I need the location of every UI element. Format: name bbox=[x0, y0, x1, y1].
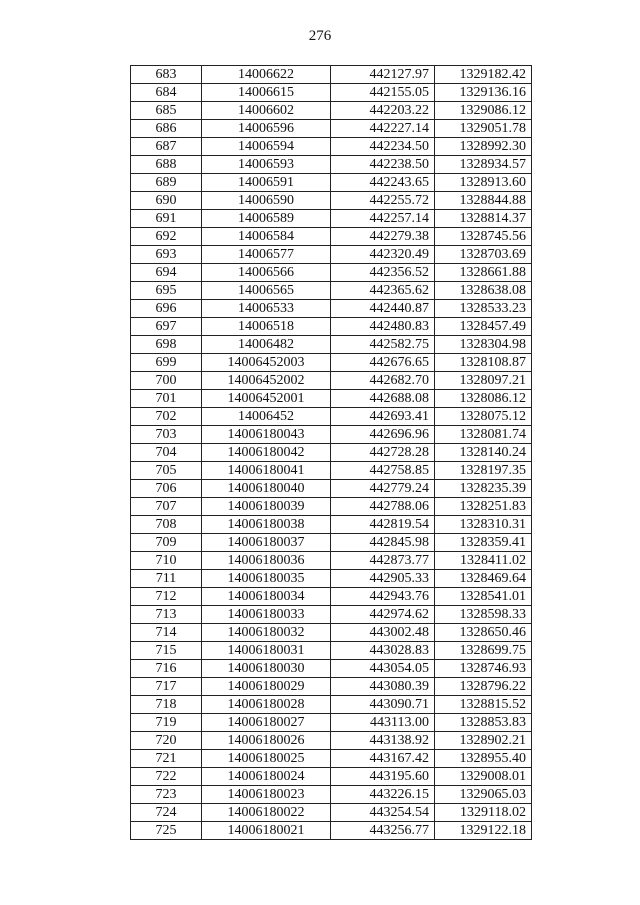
x-coordinate-cell: 442788.06 bbox=[331, 498, 435, 516]
point-id-cell: 14006482 bbox=[202, 336, 331, 354]
y-coordinate-cell: 1328086.12 bbox=[435, 390, 532, 408]
table-row bbox=[131, 120, 532, 138]
point-id-cell: 14006590 bbox=[202, 192, 331, 210]
point-number-cell: 689 bbox=[131, 174, 202, 192]
table-row bbox=[131, 372, 532, 390]
x-coordinate-cell: 443138.92 bbox=[331, 732, 435, 750]
table-row bbox=[131, 588, 532, 606]
x-coordinate-cell: 443113.00 bbox=[331, 714, 435, 732]
y-coordinate-cell: 1328661.88 bbox=[435, 264, 532, 282]
x-coordinate-cell: 442819.54 bbox=[331, 516, 435, 534]
point-id-cell: 14006180027 bbox=[202, 714, 331, 732]
point-id-cell: 14006180041 bbox=[202, 462, 331, 480]
x-coordinate-cell: 442696.96 bbox=[331, 426, 435, 444]
point-id-cell: 14006180023 bbox=[202, 786, 331, 804]
y-coordinate-cell: 1328457.49 bbox=[435, 318, 532, 336]
point-id-cell: 14006452 bbox=[202, 408, 331, 426]
table-row bbox=[131, 246, 532, 264]
point-id-cell: 14006180035 bbox=[202, 570, 331, 588]
point-number-cell: 690 bbox=[131, 192, 202, 210]
table-row bbox=[131, 156, 532, 174]
y-coordinate-cell: 1329008.01 bbox=[435, 768, 532, 786]
table-row bbox=[131, 264, 532, 282]
point-id-cell: 14006565 bbox=[202, 282, 331, 300]
x-coordinate-cell: 442243.65 bbox=[331, 174, 435, 192]
point-number-cell: 707 bbox=[131, 498, 202, 516]
table-row bbox=[131, 408, 532, 426]
y-coordinate-cell: 1328533.23 bbox=[435, 300, 532, 318]
y-coordinate-cell: 1328650.46 bbox=[435, 624, 532, 642]
point-id-cell: 14006180033 bbox=[202, 606, 331, 624]
point-number-cell: 722 bbox=[131, 768, 202, 786]
x-coordinate-cell: 442365.62 bbox=[331, 282, 435, 300]
table-row bbox=[131, 138, 532, 156]
point-number-cell: 693 bbox=[131, 246, 202, 264]
table-row bbox=[131, 714, 532, 732]
table-row bbox=[131, 192, 532, 210]
point-number-cell: 718 bbox=[131, 696, 202, 714]
y-coordinate-cell: 1329065.03 bbox=[435, 786, 532, 804]
point-id-cell: 14006180030 bbox=[202, 660, 331, 678]
y-coordinate-cell: 1329086.12 bbox=[435, 102, 532, 120]
x-coordinate-cell: 442356.52 bbox=[331, 264, 435, 282]
table-row bbox=[131, 462, 532, 480]
point-id-cell: 14006593 bbox=[202, 156, 331, 174]
x-coordinate-cell: 443254.54 bbox=[331, 804, 435, 822]
y-coordinate-cell: 1329136.16 bbox=[435, 84, 532, 102]
x-coordinate-cell: 442279.38 bbox=[331, 228, 435, 246]
point-id-cell: 14006622 bbox=[202, 66, 331, 84]
table-row bbox=[131, 210, 532, 228]
x-coordinate-cell: 442688.08 bbox=[331, 390, 435, 408]
table-row bbox=[131, 66, 532, 84]
x-coordinate-cell: 442257.14 bbox=[331, 210, 435, 228]
point-number-cell: 715 bbox=[131, 642, 202, 660]
point-number-cell: 711 bbox=[131, 570, 202, 588]
y-coordinate-cell: 1328251.83 bbox=[435, 498, 532, 516]
table-row bbox=[131, 642, 532, 660]
y-coordinate-cell: 1328411.02 bbox=[435, 552, 532, 570]
x-coordinate-cell: 442203.22 bbox=[331, 102, 435, 120]
point-number-cell: 725 bbox=[131, 822, 202, 840]
table-row bbox=[131, 300, 532, 318]
x-coordinate-cell: 442676.65 bbox=[331, 354, 435, 372]
x-coordinate-cell: 442255.72 bbox=[331, 192, 435, 210]
x-coordinate-cell: 443028.83 bbox=[331, 642, 435, 660]
table-row bbox=[131, 624, 532, 642]
table-row bbox=[131, 318, 532, 336]
x-coordinate-cell: 442234.50 bbox=[331, 138, 435, 156]
y-coordinate-cell: 1328598.33 bbox=[435, 606, 532, 624]
y-coordinate-cell: 1328359.41 bbox=[435, 534, 532, 552]
y-coordinate-cell: 1329051.78 bbox=[435, 120, 532, 138]
point-id-cell: 14006566 bbox=[202, 264, 331, 282]
table-row bbox=[131, 102, 532, 120]
point-id-cell: 14006180032 bbox=[202, 624, 331, 642]
y-coordinate-cell: 1328699.75 bbox=[435, 642, 532, 660]
point-id-cell: 14006180038 bbox=[202, 516, 331, 534]
point-number-cell: 683 bbox=[131, 66, 202, 84]
point-id-cell: 14006180024 bbox=[202, 768, 331, 786]
point-id-cell: 14006180022 bbox=[202, 804, 331, 822]
y-coordinate-cell: 1328197.35 bbox=[435, 462, 532, 480]
table-row bbox=[131, 606, 532, 624]
x-coordinate-cell: 442238.50 bbox=[331, 156, 435, 174]
point-id-cell: 14006180037 bbox=[202, 534, 331, 552]
y-coordinate-cell: 1328853.83 bbox=[435, 714, 532, 732]
x-coordinate-cell: 442440.87 bbox=[331, 300, 435, 318]
x-coordinate-cell: 442127.97 bbox=[331, 66, 435, 84]
x-coordinate-cell: 442682.70 bbox=[331, 372, 435, 390]
point-id-cell: 14006533 bbox=[202, 300, 331, 318]
x-coordinate-cell: 443054.05 bbox=[331, 660, 435, 678]
point-id-cell: 14006589 bbox=[202, 210, 331, 228]
point-number-cell: 685 bbox=[131, 102, 202, 120]
x-coordinate-cell: 442320.49 bbox=[331, 246, 435, 264]
table-row bbox=[131, 768, 532, 786]
table-row bbox=[131, 444, 532, 462]
point-number-cell: 701 bbox=[131, 390, 202, 408]
point-number-cell: 697 bbox=[131, 318, 202, 336]
y-coordinate-cell: 1328140.24 bbox=[435, 444, 532, 462]
point-number-cell: 721 bbox=[131, 750, 202, 768]
y-coordinate-cell: 1328108.87 bbox=[435, 354, 532, 372]
point-id-cell: 14006584 bbox=[202, 228, 331, 246]
point-id-cell: 14006591 bbox=[202, 174, 331, 192]
point-number-cell: 713 bbox=[131, 606, 202, 624]
table-row bbox=[131, 660, 532, 678]
point-id-cell: 14006577 bbox=[202, 246, 331, 264]
table-row bbox=[131, 552, 532, 570]
y-coordinate-cell: 1328081.74 bbox=[435, 426, 532, 444]
table-row bbox=[131, 336, 532, 354]
coordinates-table bbox=[130, 65, 532, 840]
y-coordinate-cell: 1329122.18 bbox=[435, 822, 532, 840]
x-coordinate-cell: 442905.33 bbox=[331, 570, 435, 588]
point-number-cell: 706 bbox=[131, 480, 202, 498]
table-row bbox=[131, 696, 532, 714]
x-coordinate-cell: 442480.83 bbox=[331, 318, 435, 336]
point-number-cell: 688 bbox=[131, 156, 202, 174]
x-coordinate-cell: 443090.71 bbox=[331, 696, 435, 714]
y-coordinate-cell: 1328934.57 bbox=[435, 156, 532, 174]
table-row bbox=[131, 750, 532, 768]
table-row bbox=[131, 282, 532, 300]
point-id-cell: 14006594 bbox=[202, 138, 331, 156]
y-coordinate-cell: 1329182.42 bbox=[435, 66, 532, 84]
table-row bbox=[131, 354, 532, 372]
point-number-cell: 702 bbox=[131, 408, 202, 426]
y-coordinate-cell: 1328235.39 bbox=[435, 480, 532, 498]
y-coordinate-cell: 1328638.08 bbox=[435, 282, 532, 300]
point-number-cell: 720 bbox=[131, 732, 202, 750]
x-coordinate-cell: 442943.76 bbox=[331, 588, 435, 606]
x-coordinate-cell: 442728.28 bbox=[331, 444, 435, 462]
x-coordinate-cell: 442227.14 bbox=[331, 120, 435, 138]
point-number-cell: 716 bbox=[131, 660, 202, 678]
y-coordinate-cell: 1329118.02 bbox=[435, 804, 532, 822]
y-coordinate-cell: 1328844.88 bbox=[435, 192, 532, 210]
coordinates-table-body bbox=[131, 66, 532, 840]
point-id-cell: 14006180025 bbox=[202, 750, 331, 768]
point-number-cell: 710 bbox=[131, 552, 202, 570]
table-row bbox=[131, 678, 532, 696]
point-id-cell: 14006180021 bbox=[202, 822, 331, 840]
point-id-cell: 14006180039 bbox=[202, 498, 331, 516]
y-coordinate-cell: 1328913.60 bbox=[435, 174, 532, 192]
x-coordinate-cell: 442582.75 bbox=[331, 336, 435, 354]
point-id-cell: 14006180031 bbox=[202, 642, 331, 660]
table-row bbox=[131, 804, 532, 822]
point-number-cell: 717 bbox=[131, 678, 202, 696]
point-number-cell: 686 bbox=[131, 120, 202, 138]
table-row bbox=[131, 516, 532, 534]
x-coordinate-cell: 443002.48 bbox=[331, 624, 435, 642]
table-row bbox=[131, 228, 532, 246]
point-id-cell: 14006180028 bbox=[202, 696, 331, 714]
x-coordinate-cell: 443080.39 bbox=[331, 678, 435, 696]
table-row bbox=[131, 498, 532, 516]
y-coordinate-cell: 1328745.56 bbox=[435, 228, 532, 246]
point-number-cell: 705 bbox=[131, 462, 202, 480]
table-row bbox=[131, 480, 532, 498]
x-coordinate-cell: 443167.42 bbox=[331, 750, 435, 768]
x-coordinate-cell: 443256.77 bbox=[331, 822, 435, 840]
point-number-cell: 687 bbox=[131, 138, 202, 156]
point-id-cell: 14006180034 bbox=[202, 588, 331, 606]
point-id-cell: 14006452003 bbox=[202, 354, 331, 372]
point-number-cell: 714 bbox=[131, 624, 202, 642]
table-row bbox=[131, 570, 532, 588]
x-coordinate-cell: 443195.60 bbox=[331, 768, 435, 786]
y-coordinate-cell: 1328304.98 bbox=[435, 336, 532, 354]
y-coordinate-cell: 1328992.30 bbox=[435, 138, 532, 156]
y-coordinate-cell: 1328469.64 bbox=[435, 570, 532, 588]
x-coordinate-cell: 442155.05 bbox=[331, 84, 435, 102]
table-row bbox=[131, 534, 532, 552]
y-coordinate-cell: 1328310.31 bbox=[435, 516, 532, 534]
point-number-cell: 712 bbox=[131, 588, 202, 606]
table-row bbox=[131, 426, 532, 444]
point-id-cell: 14006602 bbox=[202, 102, 331, 120]
point-number-cell: 691 bbox=[131, 210, 202, 228]
point-number-cell: 684 bbox=[131, 84, 202, 102]
point-number-cell: 699 bbox=[131, 354, 202, 372]
y-coordinate-cell: 1328541.01 bbox=[435, 588, 532, 606]
x-coordinate-cell: 442693.41 bbox=[331, 408, 435, 426]
y-coordinate-cell: 1328097.21 bbox=[435, 372, 532, 390]
point-id-cell: 14006452002 bbox=[202, 372, 331, 390]
y-coordinate-cell: 1328902.21 bbox=[435, 732, 532, 750]
x-coordinate-cell: 442779.24 bbox=[331, 480, 435, 498]
x-coordinate-cell: 442873.77 bbox=[331, 552, 435, 570]
point-number-cell: 692 bbox=[131, 228, 202, 246]
table-row bbox=[131, 786, 532, 804]
point-id-cell: 14006180026 bbox=[202, 732, 331, 750]
y-coordinate-cell: 1328703.69 bbox=[435, 246, 532, 264]
page-number: 276 bbox=[308, 28, 332, 44]
point-id-cell: 14006615 bbox=[202, 84, 331, 102]
point-id-cell: 14006518 bbox=[202, 318, 331, 336]
point-id-cell: 14006180040 bbox=[202, 480, 331, 498]
point-id-cell: 14006180042 bbox=[202, 444, 331, 462]
point-id-cell: 14006452001 bbox=[202, 390, 331, 408]
table-row bbox=[131, 84, 532, 102]
point-id-cell: 14006180036 bbox=[202, 552, 331, 570]
point-number-cell: 723 bbox=[131, 786, 202, 804]
point-number-cell: 704 bbox=[131, 444, 202, 462]
y-coordinate-cell: 1328955.40 bbox=[435, 750, 532, 768]
point-number-cell: 695 bbox=[131, 282, 202, 300]
point-id-cell: 14006596 bbox=[202, 120, 331, 138]
point-number-cell: 709 bbox=[131, 534, 202, 552]
point-number-cell: 719 bbox=[131, 714, 202, 732]
point-id-cell: 14006180043 bbox=[202, 426, 331, 444]
point-number-cell: 694 bbox=[131, 264, 202, 282]
point-number-cell: 696 bbox=[131, 300, 202, 318]
point-id-cell: 14006180029 bbox=[202, 678, 331, 696]
y-coordinate-cell: 1328746.93 bbox=[435, 660, 532, 678]
table-row bbox=[131, 822, 532, 840]
x-coordinate-cell: 442845.98 bbox=[331, 534, 435, 552]
y-coordinate-cell: 1328075.12 bbox=[435, 408, 532, 426]
point-number-cell: 708 bbox=[131, 516, 202, 534]
table-row bbox=[131, 732, 532, 750]
x-coordinate-cell: 442974.62 bbox=[331, 606, 435, 624]
x-coordinate-cell: 443226.15 bbox=[331, 786, 435, 804]
table-row bbox=[131, 390, 532, 408]
x-coordinate-cell: 442758.85 bbox=[331, 462, 435, 480]
point-number-cell: 700 bbox=[131, 372, 202, 390]
point-number-cell: 724 bbox=[131, 804, 202, 822]
y-coordinate-cell: 1328814.37 bbox=[435, 210, 532, 228]
y-coordinate-cell: 1328796.22 bbox=[435, 678, 532, 696]
point-number-cell: 698 bbox=[131, 336, 202, 354]
table-row bbox=[131, 174, 532, 192]
point-number-cell: 703 bbox=[131, 426, 202, 444]
y-coordinate-cell: 1328815.52 bbox=[435, 696, 532, 714]
